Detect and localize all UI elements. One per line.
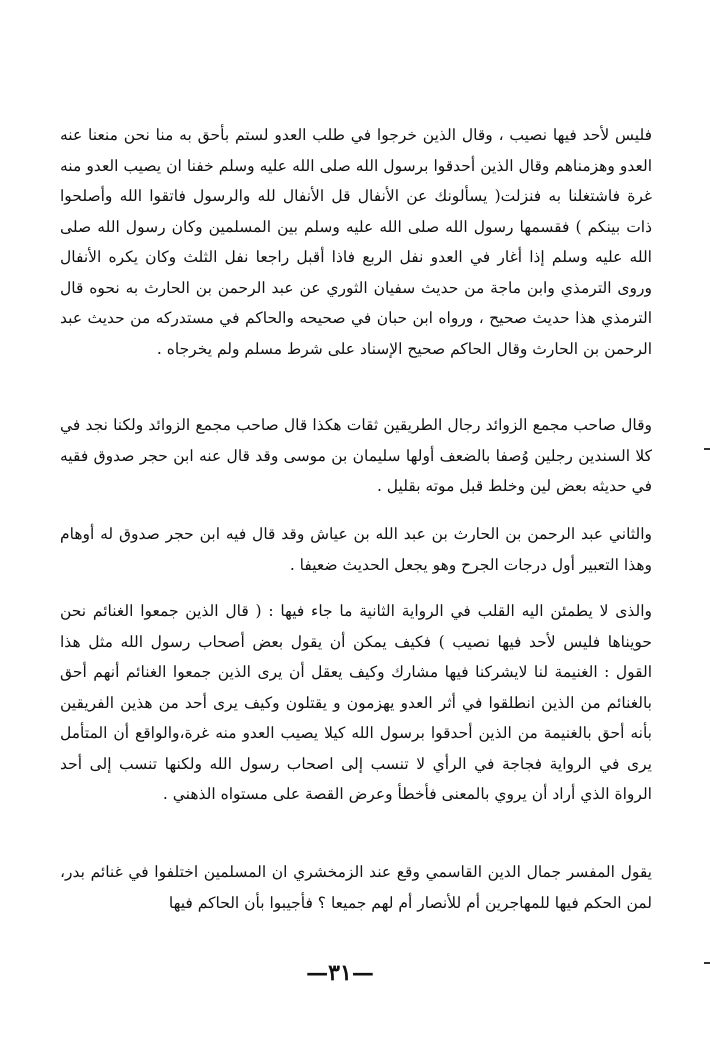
paragraph-3: والثاني عبد الرحمن بن الحارث بن عبد الله بن عياش وقد قال فيه ابن حجر صدوق له أوهام وهذا التعبير أول درجات الجرح وهو يجعل الحديث ضعيفا . (60, 525, 652, 574)
paragraph-5: يقول المفسر جمال الدين القاسمي وقع عند الزمخشري ان المسلمين اختلفوا في غنائم بدر، لمن الحكم فيها للمهاجرين أم للأنصار أم لهم جميعا ؟ فأجيبوا بأن الحاكم فيها (60, 863, 652, 912)
scan-edge-mark (704, 962, 710, 964)
paragraph-2: وقال صاحب مجمع الزوائد رجال الطريقين ثقات هكذا قال صاحب مجمع الزوائد ولكنا نجد في كلا السندين رجلين وُصفا بالضعف أولها سليمان بن موسى وقد قال عنه ابن حجر صدوق فقيه في حديثه بعض لين وخلط قبل موته بقليل . (60, 416, 652, 495)
scan-edge-mark (704, 448, 710, 450)
page-number: —٣١— (306, 960, 374, 986)
paragraph-1: فليس لأحد فيها نصيب ، وقال الذين خرجوا في طلب العدو لستم بأحق به منا نحن منعنا عنه العدو وهزمناهم وقال الذين أحدقوا برسول الله صلى الله عليه وسلم خفنا ان يصيب العدو منه غرة فاشتغلنا به فنزلت( يسألونك عن الأنفال قل الأنفال لله والرسول فاتقوا الله وأصلحوا ذات بينكم ) فقسمها رسول الله صلى الله عليه وسلم بين المسلمين وكان رسول الله صلى الله عليه وسلم إذا أغار في العدو نفل الربع فاذا أقبل راجعا نفل الثلث وكان يكره الأنفال وروى الترمذي وابن ماجة من حديث سفيان الثوري عن عبد الرحمن بن الحارث به نحوه قال الترمذي هذا حديث صحيح ، ورواه ابن حبان في صحيحه والحاكم في مستدركه من حديث عبد الرحمن بن الحارث وقال الحاكم صحيح الإسناد على شرط مسلم ولم يخرجاه . (60, 126, 652, 358)
paragraph-4: والذى لا يطمئن اليه القلب في الرواية الثانية ما جاء فيها : ( قال الذين جمعوا الغنائم نحن حويناها فليس لأحد فيها نصيب ) فكيف يمكن أن يقول بعض أصحاب رسول الله مثل هذا القول : الغنيمة لنا لايشركنا فيها مشارك وكيف يعقل أن يرى الذين جمعوا الغنائم أنهم أحق بالغنائم من الذين انطلقوا في أثر العدو يهزمون و يقتلون وكيف يرى أحد من هذين الفريقين بأنه أحق بالغنيمة من الذين أحدقوا برسول الله كيلا يصيب العدو منه غرة،والواقع أن المتأمل يرى في الرواية فجاجة في الرأي لا تنسب إلى اصحاب رسول الله ولكنها تنسب إلى أحد الرواة الذي أراد أن يروي بالمعنى فأخطأ وعرض القصة على مستواه الذهني . (60, 602, 652, 803)
